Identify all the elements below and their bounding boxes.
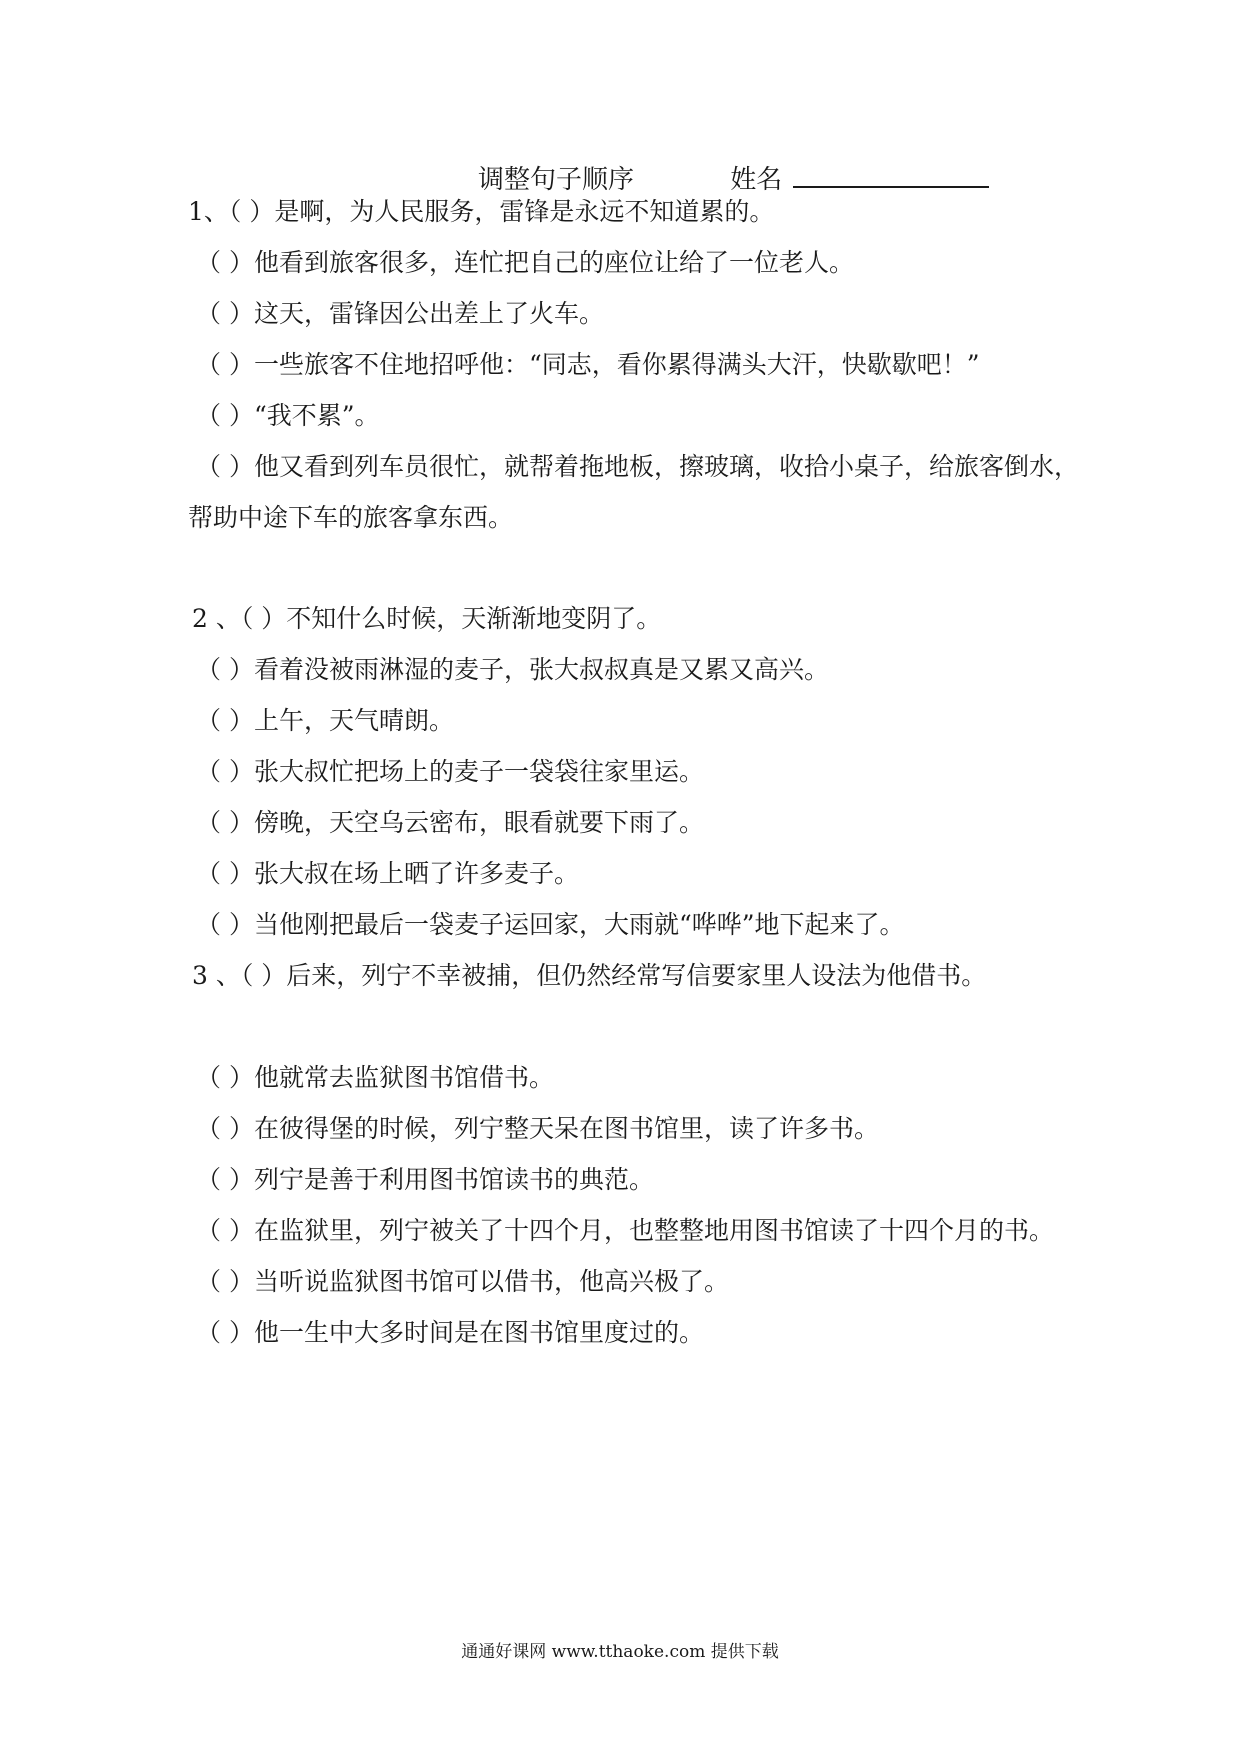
- sentence: （ ）不知什么时候，天渐渐地变阴了。: [240, 604, 662, 633]
- section2-item: （ ）看着没被雨淋湿的麦子，张大叔叔真是又累又高兴。: [196, 655, 829, 684]
- page-title: 调整句子顺序: [478, 165, 635, 195]
- section1-item-continuation: 帮助中途下车的旅客拿东西。: [188, 503, 514, 532]
- section2-item: [192, 602, 661, 636]
- section1-number: 1、: [188, 197, 229, 226]
- section3-item: （ ）列宁是善于利用图书馆读书的典范。: [196, 1165, 654, 1194]
- section3-item: [192, 959, 986, 993]
- section2-item: （ ）张大叔在场上晒了许多麦子。: [196, 859, 579, 888]
- name-blank-line: [793, 160, 989, 188]
- title-row: [478, 160, 989, 198]
- section1-item: （ ）他又看到列车员很忙，就帮着拖地板，擦玻璃，收拾小桌子，给旅客倒水，: [196, 452, 1079, 481]
- section1-item: （ ）这天，雷锋因公出差上了火车。: [196, 299, 604, 328]
- section1-item: [188, 195, 774, 229]
- section3-item: （ ）在彼得堡的时候，列宁整天呆在图书馆里，读了许多书。: [196, 1114, 879, 1143]
- section2-item: （ ）张大叔忙把场上的麦子一袋袋往家里运。: [196, 757, 704, 786]
- section3-item: （ ）他一生中大多时间是在图书馆里度过的。: [196, 1318, 704, 1347]
- section3-item: （ ）当听说监狱图书馆可以借书，他高兴极了。: [196, 1267, 729, 1296]
- section2-item: （ ）当他刚把最后一袋麦子运回家，大雨就“哗哗”地下起来了。: [196, 910, 905, 939]
- section2-item: （ ）上午，天气晴朗。: [196, 706, 454, 735]
- section1-item: （ ）他看到旅客很多，连忙把自己的座位让给了一位老人。: [196, 248, 854, 277]
- sentence: （ ）后来，列宁不幸被捕，但仍然经常写信要家里人设法为他借书。: [240, 961, 987, 990]
- section2-number: 2 、: [192, 604, 241, 633]
- section1-item: （ ）“我不累”。: [196, 401, 380, 430]
- section1-item: （ ）一些旅客不住地招呼他：“同志，看你累得满头大汗，快歇歇吧！”: [196, 350, 980, 379]
- section3-item: （ ）他就常去监狱图书馆借书。: [196, 1063, 554, 1092]
- sentence: （ ）是啊，为人民服务，雷锋是永远不知道累的。: [228, 197, 775, 226]
- section3-number: 3 、: [192, 961, 241, 990]
- section2-item: （ ）傍晚，天空乌云密布，眼看就要下雨了。: [196, 808, 704, 837]
- footer-credit: 通通好课网 www.tthaoke.com 提供下载: [461, 1642, 779, 1662]
- section3-item: （ ）在监狱里，列宁被关了十四个月，也整整地用图书馆读了十四个月的书。: [196, 1216, 1054, 1245]
- name-label: 姓名: [730, 165, 783, 195]
